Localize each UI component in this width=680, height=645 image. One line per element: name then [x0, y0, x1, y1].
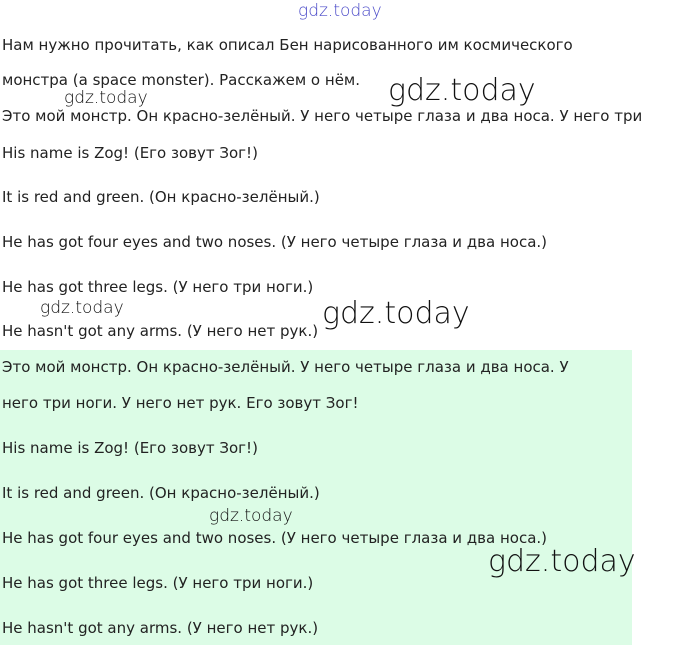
watermark: gdz.today — [40, 298, 124, 318]
answer-paragraph-line-2: него три ноги. У него нет рук. Его зовут Зог! — [2, 394, 359, 412]
answer-sentence-arms: He hasn't got any arms. (У него нет рук.) — [2, 619, 319, 637]
sentence-legs: He has got three legs. (У него три ноги.) — [2, 278, 314, 296]
sentence-name: His name is Zog! (Его зовут Зог!) — [2, 144, 258, 162]
sentence-arms: He hasn't got any arms. (У него нет рук.) — [2, 322, 319, 340]
source-text-line: Это мой монстр. Он красно-зелёный. У него четыре глаза и два носа. У него три — [2, 107, 643, 125]
answer-paragraph-line-1: Это мой монстр. Он красно-зелёный. У него четыре глаза и два носа. У — [2, 358, 569, 376]
intro-line-2: монстра (a space monster). Расскажем о нём. — [2, 71, 361, 89]
answer-sentence-eyes-noses: He has got four eyes and two noses. (У него четыре глаза и два носа.) — [2, 529, 548, 547]
answer-sentence-legs: He has got three legs. (У него три ноги.) — [2, 574, 314, 592]
sentence-color: It is red and green. (Он красно-зелёный.) — [2, 188, 320, 206]
answer-sentence-name: His name is Zog! (Его зовут Зог!) — [2, 439, 258, 457]
watermark: gdz.today — [209, 506, 293, 526]
watermark: gdz.today — [322, 296, 470, 331]
watermark: gdz.today — [64, 88, 148, 108]
watermark: gdz.today — [488, 544, 636, 579]
watermark-top: gdz.today — [298, 1, 382, 21]
watermark: gdz.today — [388, 73, 536, 108]
intro-line-1: Нам нужно прочитать, как описал Бен нарисованного им космического — [2, 36, 573, 54]
answer-sentence-color: It is red and green. (Он красно-зелёный.) — [2, 484, 320, 502]
sentence-eyes-noses: He has got four eyes and two noses. (У него четыре глаза и два носа.) — [2, 233, 548, 251]
